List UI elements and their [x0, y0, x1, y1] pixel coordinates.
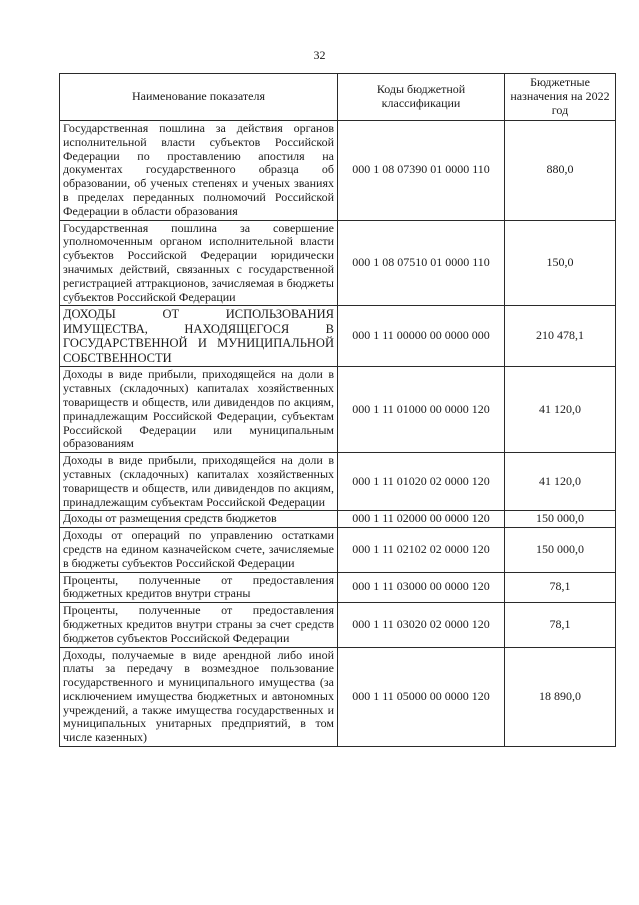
table-row [60, 647, 616, 747]
row-name: Доходы от размещения средств бюджетов [60, 511, 338, 528]
row-code: 000 1 11 02102 02 0000 120 [338, 528, 505, 572]
row-amount: 210 478,1 [505, 306, 616, 367]
row-name: Проценты, полученные от предоставления бюджетных кредитов внутри страны за счет средств бюджетов субъектов Российской Федерации [60, 603, 338, 647]
table-header-row [60, 74, 616, 121]
row-name: Государственная пошлина за действия органов исполнительной власти субъектов Российской Федерации по проставлению апостиля на документах государственного образца об образовании, об ученых степенях и ученых званиях в пределах переданных полномочий Российской Федерации в области образования [60, 121, 338, 221]
row-amount: 150 000,0 [505, 528, 616, 572]
table-row [60, 121, 616, 221]
page-number: 32 [313, 48, 326, 62]
row-code: 000 1 11 02000 00 0000 120 [338, 511, 505, 528]
row-amount: 18 890,0 [505, 647, 616, 747]
row-code: 000 1 11 03020 02 0000 120 [338, 603, 505, 647]
table-row [60, 220, 616, 306]
row-name: Доходы от операций по управлению остатками средств на едином казначейском счете, зачисляемые в бюджеты субъектов Российской Федерации [60, 528, 338, 572]
header-name: Наименование показателя [60, 74, 338, 121]
row-name: Доходы в виде прибыли, приходящейся на доли в уставных (складочных) капиталах хозяйственных товариществ и обществ, или дивидендов по акциям, принадлежащим субъектам Российской Федерации [60, 453, 338, 511]
row-name: Проценты, полученные от предоставления бюджетных кредитов внутри страны [60, 572, 338, 603]
row-name: Доходы в виде прибыли, приходящейся на доли в уставных (складочных) капиталах хозяйственных товариществ и обществ, или дивидендов по акциям, принадлежащим Российской Федерации, субъектам Российской Федерации или муниципальным образованиям [60, 367, 338, 453]
row-name: Доходы, получаемые в виде арендной либо иной платы за передачу в возмездное пользование государственного и муниципального имущества (за исключением имущества бюджетных и автономных учреждений, а также имущества государственных и муниципальных унитарных предприятий, в том числе казенных) [60, 647, 338, 747]
row-amount: 41 120,0 [505, 367, 616, 453]
row-name: ДОХОДЫ ОТ ИСПОЛЬЗОВАНИЯ ИМУЩЕСТВА, НАХОДЯЩЕГОСЯ В ГОСУДАРСТВЕННОЙ И МУНИЦИПАЛЬНОЙ СОБСТВЕННОСТИ [60, 306, 338, 367]
row-amount: 880,0 [505, 121, 616, 221]
table-row [60, 367, 616, 453]
row-code: 000 1 08 07390 01 0000 110 [338, 121, 505, 221]
row-code: 000 1 11 03000 00 0000 120 [338, 572, 505, 603]
row-amount: 41 120,0 [505, 453, 616, 511]
table-row [60, 453, 616, 511]
header-amount: Бюджетные назначения на 2022 год [505, 74, 616, 121]
row-code: 000 1 11 00000 00 0000 000 [338, 306, 505, 367]
row-amount: 150 000,0 [505, 511, 616, 528]
table-row [60, 603, 616, 647]
table-row [60, 511, 616, 528]
row-amount: 150,0 [505, 220, 616, 306]
row-code: 000 1 08 07510 01 0000 110 [338, 220, 505, 306]
row-code: 000 1 11 05000 00 0000 120 [338, 647, 505, 747]
table-row [60, 528, 616, 572]
table-row [60, 306, 616, 367]
row-amount: 78,1 [505, 603, 616, 647]
table-row [60, 572, 616, 603]
row-code: 000 1 11 01000 00 0000 120 [338, 367, 505, 453]
header-code: Коды бюджетной классификации [338, 74, 505, 121]
row-name: Государственная пошлина за совершение уполномоченным органом исполнительной власти субъектов Российской Федерации юридически значимых действий, связанных с государственной регистрацией аттракционов, зачисляемая в бюджеты субъектов Российской Федерации [60, 220, 338, 306]
budget-table [59, 73, 616, 747]
row-code: 000 1 11 01020 02 0000 120 [338, 453, 505, 511]
row-amount: 78,1 [505, 572, 616, 603]
